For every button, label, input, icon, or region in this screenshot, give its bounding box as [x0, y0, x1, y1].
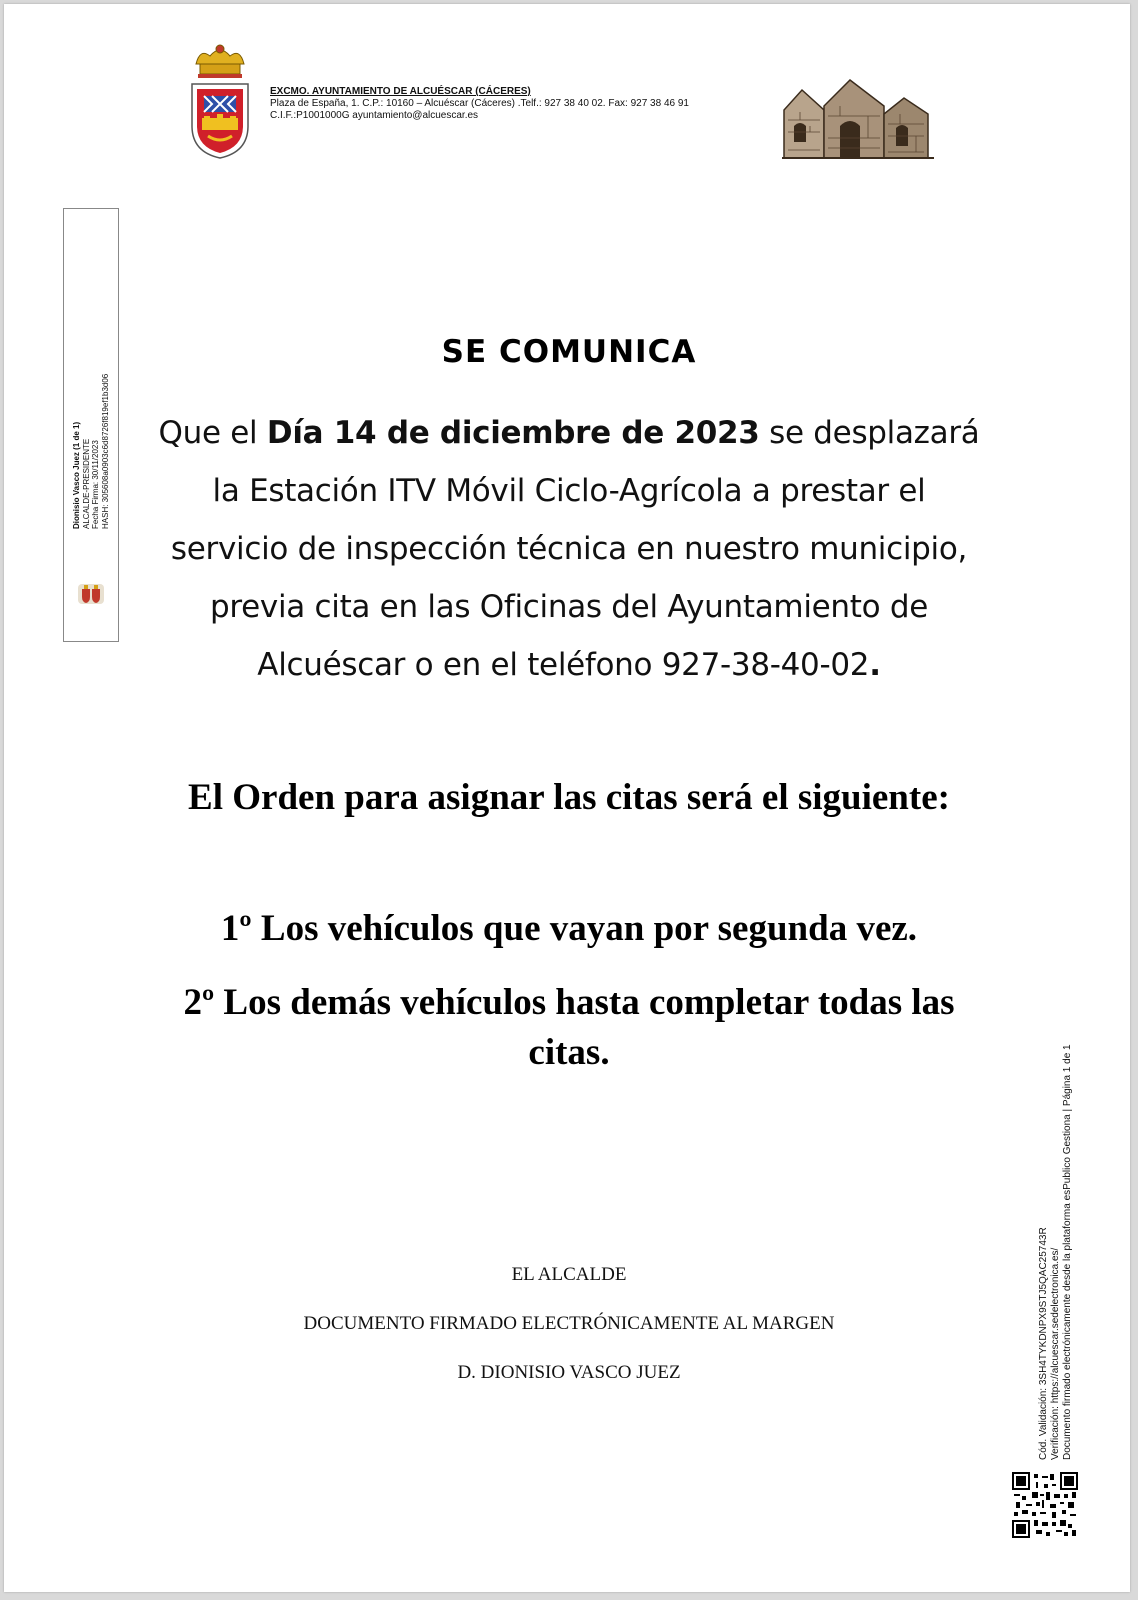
order-item-1: 1º Los vehículos que vayan por segunda vez.: [220, 908, 918, 949]
signature-title: EL ALCALDE: [511, 1264, 627, 1285]
order-item-2: 2º Los demás vehículos hasta completar todas las citas.: [183, 982, 955, 1073]
validation-platform: Documento firmado electrónicamente desde la plataforma esPublico Gestiona | Página 1 de 1: [1062, 1044, 1073, 1460]
signatory-name: D. DIONISIO VASCO JUEZ: [457, 1362, 681, 1383]
coat-of-arms-logo: [186, 44, 254, 162]
notice-paragraph: [150, 404, 988, 694]
para-end: .: [869, 647, 881, 683]
signature-hash: HASH: 305608a0903c6d8726f819ef1b3d06: [100, 373, 110, 529]
small-coat-of-arms-icon: [76, 581, 106, 607]
letterhead-cif: C.I.F.:P1001000G ayuntamiento@alcuescar.es: [270, 110, 479, 121]
letterhead: [270, 86, 689, 122]
notice-title: SE COMUNICA: [441, 334, 697, 370]
electronic-signature-box: [63, 208, 119, 642]
validation-code: Cód. Validación: 3SH4TYKDNPX9STJ5QAC25743R: [1038, 1227, 1049, 1460]
church-illustration: [780, 76, 936, 160]
validation-url: Verificación: https://alcuescar.sedelectronica.es/: [1050, 1247, 1061, 1460]
order-heading: El Orden para asignar las citas será el siguiente:: [188, 777, 950, 818]
letterhead-org: EXCMO. AYUNTAMIENTO DE ALCUÉSCAR (CÁCERES): [270, 86, 531, 97]
signature-note: DOCUMENTO FIRMADO ELECTRÓNICAMENTE AL MARGEN: [303, 1313, 835, 1334]
signature-date: Fecha Firma: 30/11/2023: [91, 440, 100, 529]
letterhead-address: Plaza de España, 1. C.P.: 10160 – Alcuéscar (Cáceres) .Telf.: 927 38 40 02. Fax: 927 38 46 91: [270, 98, 689, 109]
qr-code: [1012, 1472, 1078, 1538]
para-intro: Que el: [158, 415, 267, 451]
para-rest: se desplazará la Estación ITV Móvil Ciclo-Agrícola a prestar el servicio de inspección técnica en nuestro municipio, previa cita en las Oficinas del Ayuntamiento de Alcuéscar o en el teléfono 927-38-40-02: [170, 415, 980, 683]
validation-text: [1038, 900, 1074, 1460]
signer-role: ALCALDE-PRESIDENTE: [81, 438, 91, 529]
para-date: Día 14 de diciembre de 2023: [266, 415, 760, 451]
signer-name: Dionisio Vasco Juez (1 de 1): [72, 421, 81, 529]
